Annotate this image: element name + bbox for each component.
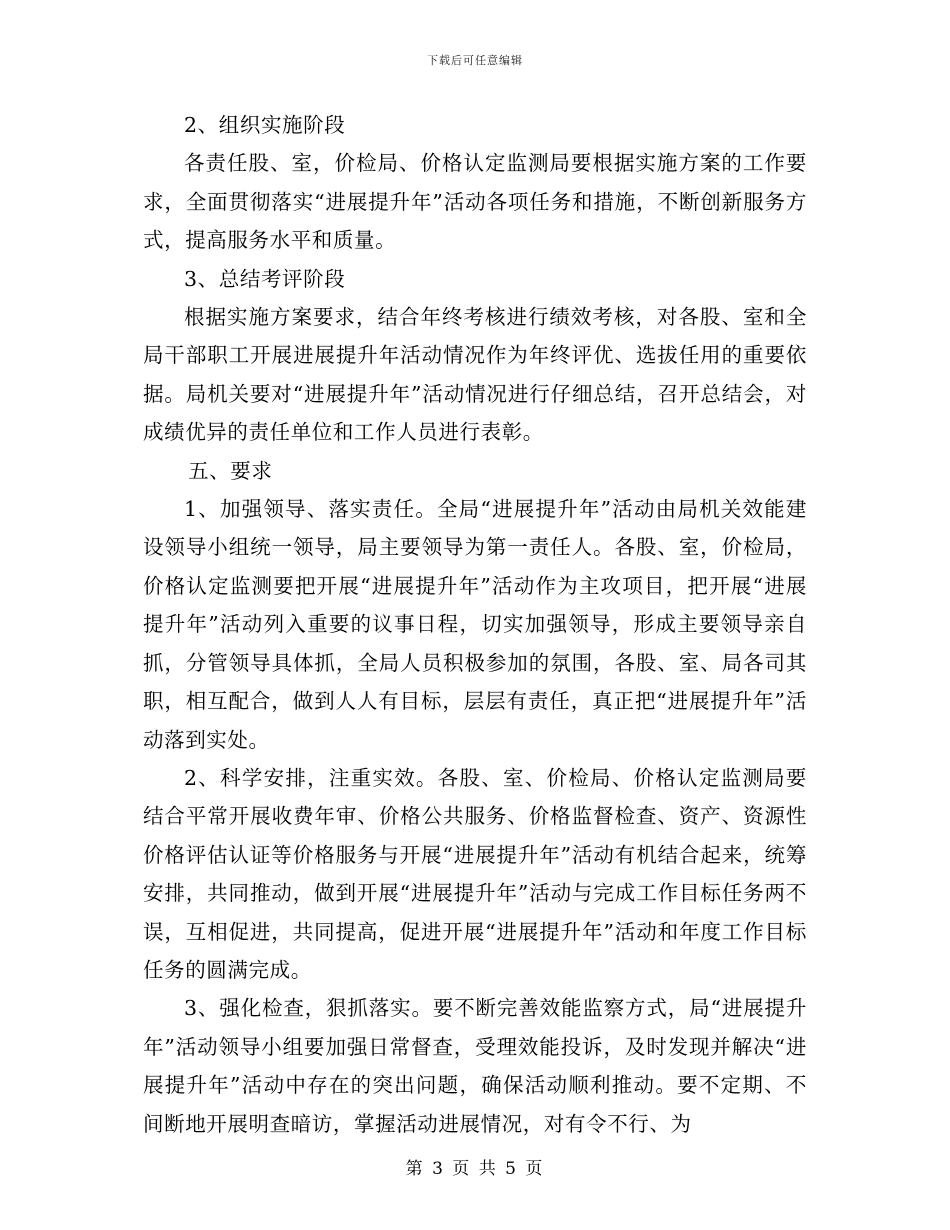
section-heading-implementation: 2、组织实施阶段	[184, 113, 346, 137]
page-header: 下载后可任意编辑	[427, 54, 523, 67]
paragraph-implementation: 各责任股、室，价检局、价格认定监测局要根据实施方案的工作要求，全面贯彻落实“进展提升年”活动各项任务和措施，不断创新服务方式，提高服务水平和质量。	[143, 151, 807, 253]
section-heading-requirements: 五、要求	[188, 458, 273, 483]
paragraph-requirement-1: 1、加强领导、落实责任。全局“进展提升年”活动由局机关效能建设领导小组统一领导，局主要领导为第一责任人。各股、室，价检局，价格认定监测要把开展“进展提升年”活动作为主攻项目，把开展“进展提升年”活动列入重要的议事日程，切实加强领导，形成主要领导亲自抓，分管领导具体抓，全局人员积极参加的氛围，各股、室、局各司其职，相互配合，做到人人有目标，层层有责任，真正把“进展提升年”活动落到实处。	[143, 497, 807, 752]
document-body	[143, 106, 807, 1143]
paragraph-evaluation: 根据实施方案要求，结合年终考核进行绩效考核，对各股、室和全局干部职工开展进展提升年活动情况作为年终评优、选拔任用的重要依据。局机关要对“进展提升年”活动情况进行仔细总结，召开总结会，对成绩优异的责任单位和工作人员进行表彰。	[143, 305, 807, 445]
page-number: 第 3 页 共 5 页	[405, 1159, 545, 1179]
paragraph-requirement-3: 3、强化检查，狠抓落实。要不断完善效能监察方式，局“进展提升年”活动领导小组要加强日常督查，受理效能投诉，及时发现并解决“进展提升年”活动中存在的突出问题，确保活动顺利推动。要不定期、不间断地开展明查暗访，掌握活动进展情况，对有令不行、为	[143, 996, 807, 1136]
paragraph-requirement-2: 2、科学安排，注重实效。各股、室、价检局、价格认定监测局要结合平常开展收费年审、价格公共服务、价格监督检查、资产、资源性价格评估认证等价格服务与开展“进展提升年”活动有机结合起来，统筹安排，共同推动，做到开展“进展提升年”活动与完成工作目标任务两不误，互相促进，共同提高，促进开展“进展提升年”活动和年度工作目标任务的圆满完成。	[143, 765, 807, 982]
section-heading-evaluation: 3、总结考评阶段	[184, 266, 346, 291]
